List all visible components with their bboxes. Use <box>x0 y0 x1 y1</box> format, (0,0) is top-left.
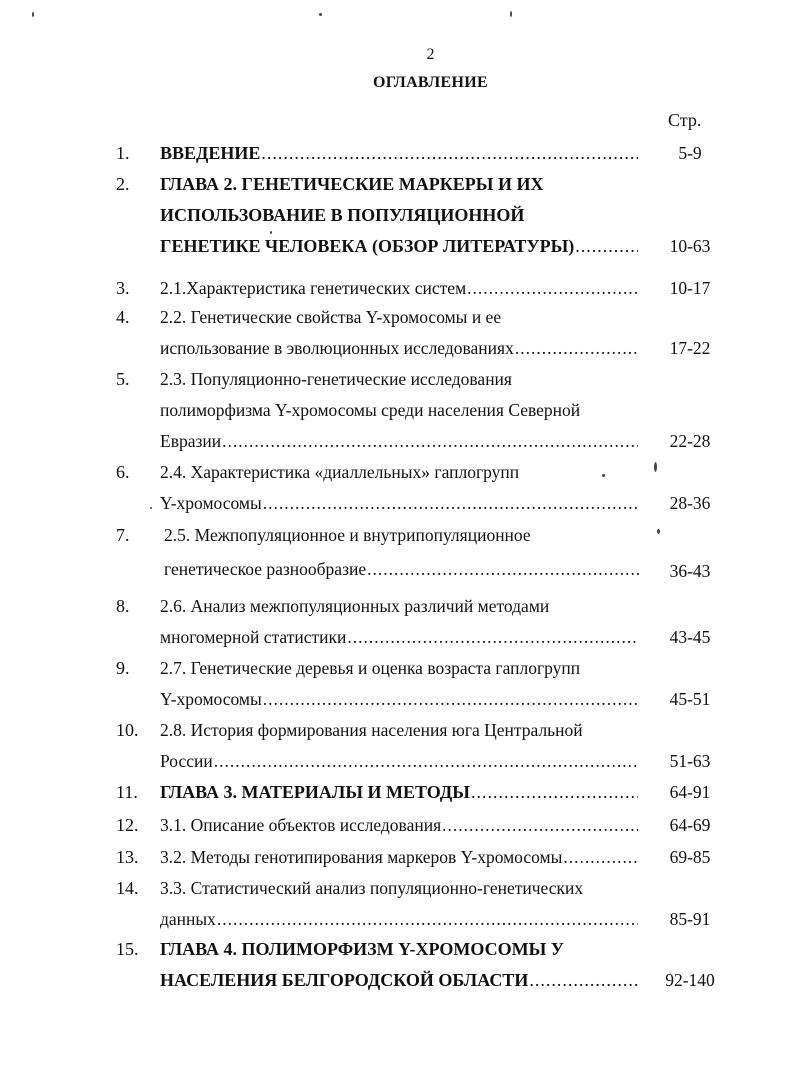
toc-entry-title-line <box>160 965 638 996</box>
toc-entry-title-text: данных <box>160 909 216 929</box>
toc-entry-pages: 43-45 <box>669 627 711 647</box>
toc-entry-title-text: ГЛАВА 3. МАТЕРИАЛЫ И МЕТОДЫ <box>160 782 470 802</box>
toc-entry-title <box>160 591 638 653</box>
toc-entry-title-line <box>160 842 638 873</box>
toc-entry-number: 8. <box>116 596 130 616</box>
dot-leader <box>261 138 638 169</box>
scan-speck <box>319 13 322 16</box>
toc-entry-pages: 92-140 <box>665 970 715 990</box>
toc-entry-title-text: России <box>160 751 213 771</box>
dot-leader <box>563 842 638 873</box>
toc-entry-title <box>160 138 638 169</box>
toc-entry-pages: 69-85 <box>669 847 711 867</box>
toc-entry-title-text: 2.7. Генетические деревья и оценка возраста гаплогрупп <box>160 658 581 678</box>
dot-leader <box>263 488 638 519</box>
toc-entry-title-line <box>160 426 638 457</box>
toc-entry-number: 14. <box>116 878 139 898</box>
dot-leader <box>214 746 638 777</box>
scan-speck <box>32 12 34 17</box>
toc-entry-number: 15. <box>116 939 139 959</box>
toc-entry-title-line <box>160 810 638 841</box>
dot-leader <box>515 333 638 364</box>
toc-entry-title <box>160 273 638 304</box>
dot-leader <box>575 231 638 262</box>
toc-entry-title-line <box>160 138 638 169</box>
toc-entry-number: 3. <box>116 278 130 298</box>
toc-entry-number: 2. <box>116 174 130 194</box>
toc-entry-title-text: ИСПОЛЬЗОВАНИЕ В ПОПУЛЯЦИОННОЙ <box>160 205 525 225</box>
toc-entry-title-text: Евразии <box>160 431 222 451</box>
toc-title: ОГЛАВЛЕНИЕ <box>373 74 488 91</box>
toc-entry-title <box>160 777 638 808</box>
toc-entry-number: 11. <box>116 782 138 802</box>
toc-entry-title-line <box>160 302 638 333</box>
scan-speck <box>657 529 660 534</box>
toc-entry-title-line <box>160 333 638 364</box>
toc-entry-title-line <box>164 554 642 588</box>
toc-entry-title-text: ВВЕДЕНИЕ <box>160 143 261 163</box>
toc-entry-title-text: 2.8. История формирования населения юга Центральной <box>160 720 583 740</box>
dot-leader <box>367 554 642 585</box>
toc-entry-title-line <box>160 231 638 262</box>
toc-entry-title <box>160 810 638 841</box>
toc-entry-number: 4. <box>116 307 130 327</box>
toc-entry-title-text: 2.4. Характеристика «диаллельных» гаплогрупп <box>160 462 520 482</box>
toc-entry-title-text: 3.2. Методы генотипирования маркеров Y-хромосомы <box>160 847 563 867</box>
toc-entry-title-text: ГЕНЕТИКЕ ЧЕЛОВЕКА (ОБЗОР ЛИТЕРАТУРЫ) <box>160 236 575 256</box>
toc-entry-title-line <box>160 746 638 777</box>
toc-entry-title-line <box>160 904 638 935</box>
dot-leader <box>263 684 638 715</box>
toc-entry-pages: 51-63 <box>669 751 711 771</box>
toc-entry-title-text: многомерной статистики <box>160 627 347 647</box>
toc-entry-number: 1. <box>116 143 130 163</box>
toc-entry-title-line <box>160 653 638 684</box>
toc-entry-pages: 64-69 <box>669 815 711 835</box>
scan-speck <box>150 507 152 509</box>
toc-entry-title-text: использование в эволюционных исследованиях <box>160 338 514 358</box>
toc-entry-title <box>160 842 638 873</box>
toc-entry-title-line <box>160 364 638 395</box>
toc-entry-title <box>160 653 638 715</box>
page-number: 2 <box>426 46 435 63</box>
toc-entry-pages: 22-28 <box>669 431 711 451</box>
toc-entry-title-text: НАСЕЛЕНИЯ БЕЛГОРОДСКОЙ ОБЛАСТИ <box>160 970 529 990</box>
toc-entry-title-text: генетическое разнообразие <box>164 559 367 579</box>
toc-entry-title-line <box>160 715 638 746</box>
scan-speck <box>510 11 512 17</box>
toc-entry-number: 5. <box>116 369 130 389</box>
toc-entry-title-line <box>160 622 638 653</box>
toc-entry-title <box>160 169 638 262</box>
toc-entry-title-line <box>160 591 638 622</box>
toc-entry-pages: 17-22 <box>669 338 711 358</box>
toc-entry-pages: 36-43 <box>669 561 711 581</box>
toc-entry-title-text: Y-хромосомы <box>160 689 262 709</box>
toc-entry-title-text: 2.2. Генетические свойства Y-хромосомы и ее <box>160 307 502 327</box>
toc-entry-pages: 85-91 <box>669 909 711 929</box>
toc-entry-pages: 10-17 <box>669 278 711 298</box>
scan-speck <box>654 462 657 472</box>
scan-speck <box>270 231 272 234</box>
toc-entry-title-text: Y-хромосомы <box>160 493 262 513</box>
toc-entry-title-text: 2.3. Популяционно-генетические исследования <box>160 369 512 389</box>
toc-entry-pages: 45-51 <box>669 689 711 709</box>
toc-entry-title <box>160 364 638 457</box>
toc-entry-title-text: полиморфизма Y-хромосомы среди населения Северной <box>160 400 581 420</box>
toc-entry-number: 7. <box>116 525 130 545</box>
toc-entry-title-text: 2.5. Межпопуляционное и внутрипопуляционное <box>164 525 531 545</box>
toc-entry-number: 13. <box>116 847 139 867</box>
toc-entry-title-text: ГЛАВА 2. ГЕНЕТИЧЕСКИЕ МАРКЕРЫ И ИХ <box>160 174 544 194</box>
toc-entry-title-line <box>160 934 638 965</box>
toc-entry-number: 12. <box>116 815 139 835</box>
pages-column-header: Стр. <box>668 110 702 130</box>
toc-entry-title-line <box>160 873 638 904</box>
toc-entry-pages: 28-36 <box>669 493 711 513</box>
toc-entry-title-line <box>160 169 638 200</box>
toc-entry-title <box>160 715 638 777</box>
toc-entry-title-text: ГЛАВА 4. ПОЛИМОРФИЗМ Y-ХРОМОСОМЫ У <box>160 939 564 959</box>
toc-entry-number: 6. <box>116 462 130 482</box>
toc-entry-title-line <box>160 457 638 488</box>
toc-entry-title-line <box>160 395 638 426</box>
dot-leader <box>222 426 638 457</box>
toc-entry-title-text: 2.6. Анализ межпопуляционных различий методами <box>160 596 550 616</box>
toc-entry-title <box>160 934 638 996</box>
toc-entry-title <box>160 457 638 519</box>
toc-entry-number: 9. <box>116 658 130 678</box>
toc-entry-pages: 64-91 <box>669 782 711 802</box>
toc-entry-title-line <box>160 684 638 715</box>
toc-entry-title <box>160 520 642 588</box>
toc-entry-title-text: 3.1. Описание объектов исследования <box>160 815 442 835</box>
dot-leader <box>347 622 638 653</box>
toc-entry-title-text: 3.3. Статистический анализ популяционно-генетических <box>160 878 584 898</box>
toc-entry-title-line <box>160 777 638 808</box>
toc-entry-title <box>160 873 638 935</box>
dot-leader <box>471 777 638 808</box>
dot-leader <box>467 273 638 304</box>
dot-leader <box>529 965 638 996</box>
dot-leader <box>217 904 638 935</box>
toc-entry-title-line <box>160 488 638 519</box>
toc-entry-number: 10. <box>116 720 139 740</box>
scan-speck <box>602 474 605 477</box>
toc-entry-title-line <box>160 273 638 304</box>
toc-entry-pages: 10-63 <box>669 236 711 256</box>
dot-leader <box>442 810 638 841</box>
toc-entry-title-text: 2.1.Характеристика генетических систем <box>160 278 467 298</box>
toc-entry-title <box>160 302 638 364</box>
toc-entry-pages: 5-9 <box>678 143 702 163</box>
toc-entry-title-line <box>164 520 642 554</box>
toc-entry-title-line <box>160 200 638 231</box>
